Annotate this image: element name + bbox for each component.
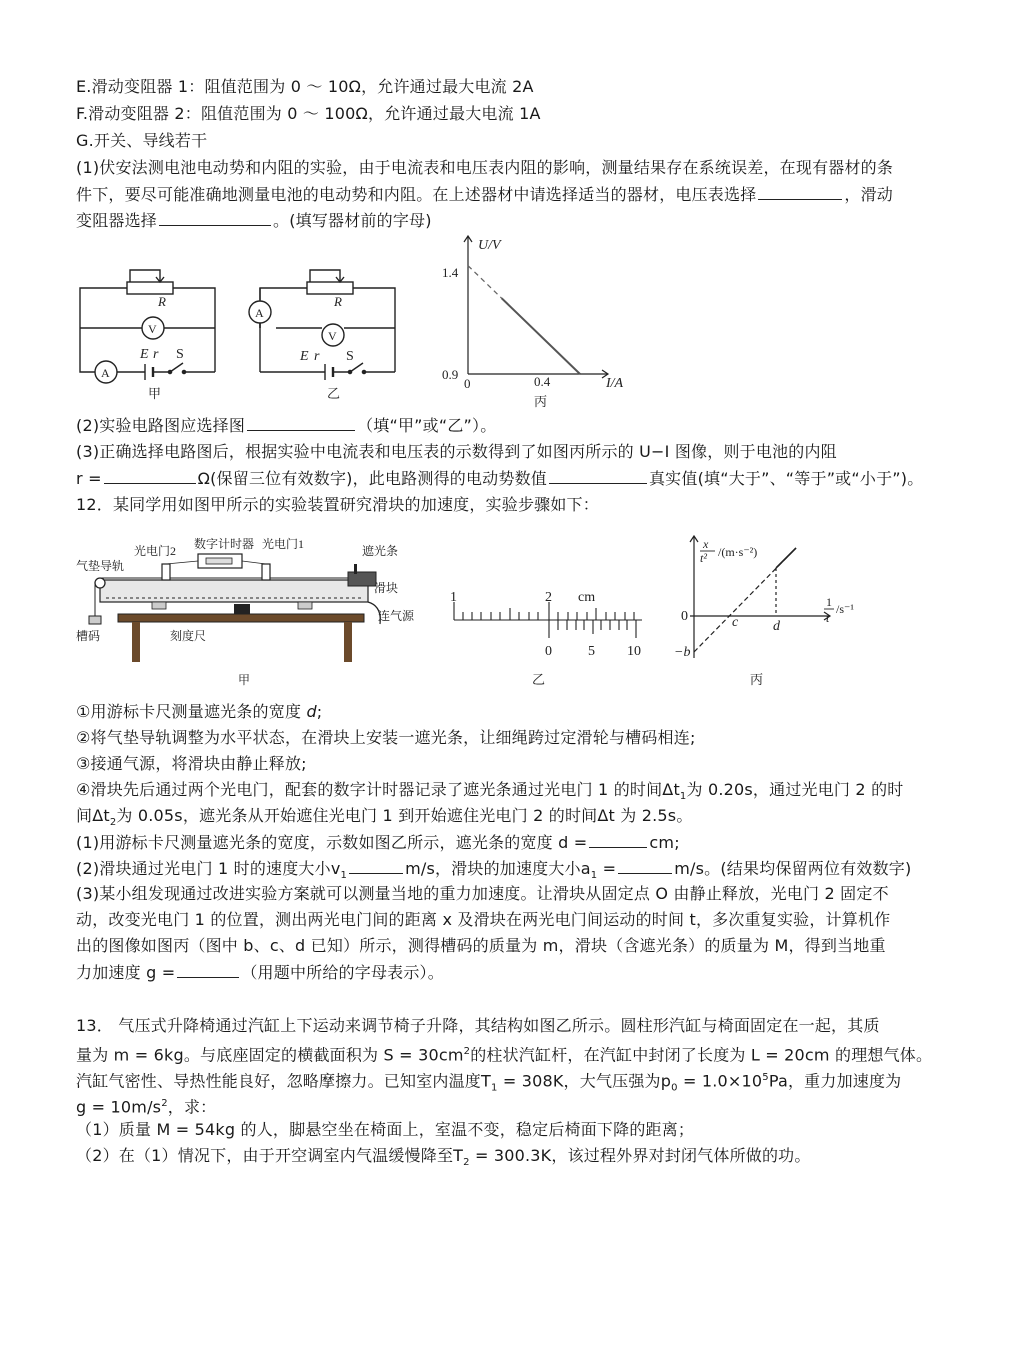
q12-step2: ②将气垫导轨调整为水平状态，在滑块上安装一遮光条，让细绳跨过定滑轮与槽码相连; xyxy=(76,728,696,747)
ui-ylabel: U/V xyxy=(478,238,501,253)
xt-ylabel-num: x xyxy=(703,537,709,551)
air-track xyxy=(100,580,368,602)
support-center xyxy=(234,604,250,614)
q11-p3-b-mid: Ω(保留三位有效数字)，此电路测得的电动势数值 xyxy=(197,469,547,488)
ui-xtick-0-4: 0.4 xyxy=(534,374,551,389)
ui-xlabel: I/A xyxy=(606,376,624,391)
answer-blank-gravity[interactable] xyxy=(177,961,239,978)
ui-data-line xyxy=(502,298,580,374)
voltmeter-jia-label: V xyxy=(148,322,157,336)
vernier-v5: 5 xyxy=(588,644,595,659)
answer-blank-acceleration[interactable] xyxy=(618,857,672,874)
support-right xyxy=(298,602,312,609)
q12-step1 xyxy=(76,701,322,723)
xt-ylabel-unit: /(m·s⁻²) xyxy=(718,545,758,559)
q13-l4-a: g = 10m/s xyxy=(76,1097,162,1117)
q11-p3-b-text: r = xyxy=(76,469,102,488)
answer-blank-circuit[interactable] xyxy=(247,414,355,431)
q12-q3-d-text: 力加速度 g = xyxy=(76,963,176,982)
caption-yi: 乙 xyxy=(327,386,341,401)
caption-bing: 丙 xyxy=(534,394,548,409)
q13-l3-c: = 1.0×10 xyxy=(677,1071,763,1091)
ui-ytick-0-9: 0.9 xyxy=(442,367,459,382)
q13-line-2 xyxy=(76,1041,932,1066)
q13-l6-b: = 300.3K，该过程外界对封闭气体所做的功。 xyxy=(469,1146,811,1165)
xt-xlabel-unit: /s⁻¹ xyxy=(836,602,854,616)
q13-l2-a: 量为 m = 6kg。与底座固定的横截面积为 S = 30cm xyxy=(76,1045,464,1065)
q12-q2-text: (2)滑块通过光电门 1 时的速度大小v xyxy=(76,859,341,878)
q12-step4-a-end: 为 0.20s，通过光电门 2 的时 xyxy=(686,780,904,799)
q12-q1-end: cm; xyxy=(649,833,680,852)
q12-step4-b-sub: 2 xyxy=(109,817,117,829)
q13-l3-sub: 1 xyxy=(490,1082,498,1094)
q13-l2-b: 的柱状汽缸杆，在汽缸中封闭了长度为 L = 20cm 的理想气体。 xyxy=(470,1045,933,1065)
q13-l3-b: = 308K，大气压强为p xyxy=(497,1071,672,1091)
q13-line-6 xyxy=(76,1145,811,1174)
item-g: G.开关、导线若干 xyxy=(76,131,208,150)
ui-ytick-1-4: 1.4 xyxy=(442,265,459,280)
ui-xtick-0: 0 xyxy=(464,376,471,391)
answer-blank-velocity[interactable] xyxy=(349,857,403,874)
slider xyxy=(348,572,376,586)
q11-p1-line-c xyxy=(76,209,432,232)
shade-strip xyxy=(354,564,357,574)
q11-p3-b-end: 真实值(填“大于”、“等于”或“小于”)。 xyxy=(648,469,924,488)
q12-q3-c: 出的图像如图丙（图中 b、c、d 已知）所示，测得槽码的质量为 m，滑块（含遮光条）的质量为 M，得到当地重 xyxy=(76,936,886,955)
label-r-jia: R xyxy=(158,294,166,309)
q13-line-5: （1）质量 M = 54kg 的人，脚悬空坐在椅面上，室温不变，稳定后椅面下降的距离； xyxy=(76,1120,695,1139)
xt-d-label: d xyxy=(773,619,780,634)
answer-blank-compare[interactable] xyxy=(549,467,647,484)
q12-q2-c: = xyxy=(597,859,617,878)
q13-l6-sub: 2 xyxy=(463,1157,470,1169)
q12-q3-d xyxy=(76,961,444,984)
q12-step3: ③接通气源，将滑块由静止释放; xyxy=(76,754,307,773)
vernier-main-1: 1 xyxy=(450,590,457,605)
q11-p1-line-a: (1)伏安法测电池电动势和内阻的实验，由于电流表和电压表内阻的影响，测量结果存在系统误差，在现有器材的条 xyxy=(76,158,894,177)
q12-step1-end: ; xyxy=(316,702,323,721)
q12-step4-a-sub: 1 xyxy=(679,791,687,803)
vernier-caliper xyxy=(454,602,642,638)
q13-l3-d: Pa，重力加速度为 xyxy=(768,1071,902,1091)
q12-q2-sub1: 1 xyxy=(340,870,348,882)
q12-q2-b: m/s，滑块的加速度大小a xyxy=(405,859,591,878)
q12-title: 12．某同学用如图甲所示的实验装置研究滑块的加速度，实验步骤如下： xyxy=(76,495,599,514)
timer-wire-1 xyxy=(242,561,266,564)
label-small-r-yi: r xyxy=(314,349,320,364)
label-s-yi: S xyxy=(346,349,354,364)
q11-p2 xyxy=(76,414,496,437)
label-timer: 数字计时器 xyxy=(194,537,255,551)
label-shade: 遮光条 xyxy=(362,544,399,558)
circuit-yi xyxy=(249,270,395,380)
label-weight: 槽码 xyxy=(76,629,101,643)
answer-blank-rheostat[interactable] xyxy=(159,209,271,226)
xt-solid-line xyxy=(776,548,796,568)
timer-display xyxy=(206,558,232,564)
pulley xyxy=(95,578,105,588)
answer-blank-width[interactable] xyxy=(589,831,647,848)
xt-origin: 0 xyxy=(681,609,688,624)
q11-p1-line-b xyxy=(76,183,893,206)
ammeter-jia-label: A xyxy=(101,366,110,380)
xt-graph xyxy=(690,536,830,658)
label-gate1: 光电门1 xyxy=(262,537,305,551)
q11-p1-b-end: ，滑动 xyxy=(844,185,894,204)
label-e-yi: E xyxy=(300,349,309,364)
hook-weight xyxy=(89,616,101,624)
q12-q3-a: (3)某小组发现通过改进实验方案就可以测量当地的重力加速度。让滑块从固定点 O 由静止释放，光电门 2 固定不 xyxy=(76,884,889,903)
q12-step4-a xyxy=(76,779,903,808)
label-e-jia: E xyxy=(140,347,149,362)
timer-wire-2 xyxy=(166,561,198,564)
q12-step4-a-text: ④滑块先后通过两个光电门，配套的数字计时器记录了遮光条通过光电门 1 的时间Δt xyxy=(76,780,680,799)
q11-figures xyxy=(70,230,650,412)
q12-step4-b-text: 间Δt xyxy=(76,806,110,825)
q13-l2-sup: 2 xyxy=(463,1046,471,1057)
q12-q3-d-end: （用题中所给的字母表示）。 xyxy=(241,963,444,982)
q11-p1-b-text: 件下，要尽可能准确地测量电池的电动势和内阻。在上述器材中请选择适当的器材，电压表选择 xyxy=(76,185,757,204)
vernier-v10: 10 xyxy=(627,644,641,659)
q13-l3-sup: 5 xyxy=(762,1072,769,1083)
item-f: F.滑动变阻器 2：阻值范围为 0 ～ 100Ω，允许通过最大电流 1A xyxy=(76,104,541,123)
q13-l4-b: ，求： xyxy=(167,1097,217,1117)
xt-c-label: c xyxy=(732,615,739,630)
label-s-jia: S xyxy=(176,347,184,362)
q12-figures xyxy=(70,528,890,694)
label-air: 连气源 xyxy=(378,609,415,623)
caption-yi-12: 乙 xyxy=(532,672,546,687)
answer-blank-voltmeter[interactable] xyxy=(758,183,842,200)
table-leg-left xyxy=(132,622,140,662)
q12-q2-sub2: 1 xyxy=(590,870,598,882)
answer-blank-resistance[interactable] xyxy=(104,467,196,484)
photogate-1 xyxy=(262,564,270,580)
caption-jia-12: 甲 xyxy=(238,673,251,687)
table-leg-right xyxy=(344,622,352,662)
xt-b-label: −b xyxy=(674,645,691,660)
photogate-2 xyxy=(162,564,170,580)
xt-xlabel-den: t xyxy=(826,611,830,625)
q13-l4-sup: 2 xyxy=(161,1098,168,1109)
vernier-main-2: 2 xyxy=(545,590,552,605)
label-small-r-jia: r xyxy=(153,347,159,362)
q12-step4-b xyxy=(76,805,693,834)
label-ruler: 刻度尺 xyxy=(170,629,207,643)
air-track-apparatus xyxy=(76,536,415,687)
q12-step1-text: ①用游标卡尺测量遮光条的宽度 xyxy=(76,702,307,721)
q12-step4-b-end: 为 0.05s，遮光条从开始遮住光电门 1 到开始遮住光电门 2 的时间Δt 为 2.5s。 xyxy=(116,806,693,825)
label-gate2: 光电门2 xyxy=(134,544,177,558)
item-e: E.滑动变阻器 1：阻值范围为 0 ～ 10Ω，允许通过最大电流 2A xyxy=(76,77,534,96)
q12-q2-end: m/s。(结果均保留两位有效数字) xyxy=(674,859,912,878)
q11-p3-line-b xyxy=(76,467,923,490)
label-slider: 滑块 xyxy=(374,581,399,595)
q13-l3-sub2: 0 xyxy=(671,1082,678,1094)
ui-extrapolation-dashed xyxy=(468,266,502,299)
caption-jia: 甲 xyxy=(148,386,162,401)
q11-p2-text: (2)实验电路图应选择图 xyxy=(76,416,246,435)
label-track: 气垫导轨 xyxy=(76,559,125,573)
q13-line-4 xyxy=(76,1093,216,1118)
ammeter-yi-label: A xyxy=(255,306,264,320)
vernier-unit: cm xyxy=(578,590,596,605)
q12-q1-text: (1)用游标卡尺测量遮光条的宽度，示数如图乙所示，遮光条的宽度 d = xyxy=(76,833,588,852)
vernier-v0: 0 xyxy=(545,644,552,659)
support-left xyxy=(152,602,166,609)
q11-p1-c-text: 变阻器选择 xyxy=(76,211,158,230)
q12-step1-var: d xyxy=(306,702,317,721)
q12-q1 xyxy=(76,831,680,854)
q13-l6-a: （2）在（1）情况下，由于开空调室内气温缓慢降至T xyxy=(76,1146,464,1165)
xt-ylabel-den: t² xyxy=(700,551,707,565)
table-top xyxy=(118,614,364,622)
label-r-yi: R xyxy=(334,294,342,309)
xt-xlabel-num: 1 xyxy=(826,595,832,609)
voltmeter-yi-label: V xyxy=(328,329,337,343)
q12-q3-b: 动，改变光电门 1 的位置，测出两光电门间的距离 x 及滑块在两光电门间运动的时间 t，多次重复实验，计算机作 xyxy=(76,910,891,929)
q11-p2-end: （填“甲”或“乙”）。 xyxy=(357,416,497,435)
q13-line-1: 13． 气压式升降椅通过汽缸上下运动来调节椅子升降，其结构如图乙所示。圆柱形汽缸与椅面固定在一起，其质 xyxy=(76,1016,880,1035)
q11-p3-line-a: (3)正确选择电路图后，根据实验中电流表和电压表的示数得到了如图丙所示的 U−I 图像，则于电池的内阻 xyxy=(76,442,837,461)
q13-l3-a: 汽缸气密性、导热性能良好，忽略摩擦力。已知室内温度T xyxy=(76,1071,491,1091)
ui-chart xyxy=(442,236,624,409)
caption-bing-12: 丙 xyxy=(750,672,764,687)
q11-p1-c-end: 。(填写器材前的字母) xyxy=(273,211,432,230)
